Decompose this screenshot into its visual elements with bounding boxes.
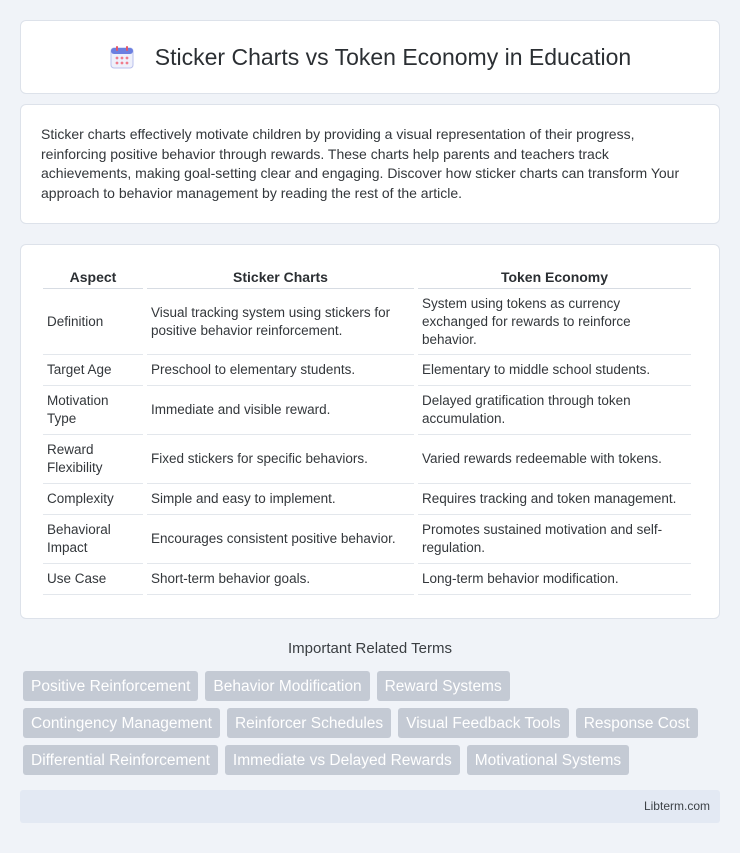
- comparison-table: [39, 265, 695, 595]
- table-cell: Definition: [43, 289, 143, 355]
- page-title: Sticker Charts vs Token Economy in Education: [154, 43, 632, 70]
- term-row: [23, 745, 723, 775]
- column-header: Aspect: [43, 265, 143, 289]
- table-cell: Elementary to middle school students.: [418, 355, 691, 386]
- column-header: Sticker Charts: [147, 265, 414, 289]
- table-cell: Fixed stickers for specific behaviors.: [147, 435, 414, 484]
- term-tag[interactable]: Differential Reinforcement: [23, 745, 218, 775]
- term-row: [23, 671, 723, 701]
- intro-text: Sticker charts effectively motivate children by providing a visual representation of their progress, reinforcing positive behavior through rewards. These charts help parents and teachers track achievements, making goal-setting clear and engaging. Discover how sticker charts can transform Your approach to behavior management by reading the rest of the article.: [41, 126, 680, 201]
- comparison-card: [20, 244, 720, 619]
- calendar-icon: [109, 44, 135, 70]
- table-row: [43, 484, 691, 515]
- table-cell: Encourages consistent positive behavior.: [147, 515, 414, 564]
- table-cell: Complexity: [43, 484, 143, 515]
- table-cell: Use Case: [43, 564, 143, 595]
- intro-card: [20, 104, 720, 224]
- table-cell: Simple and easy to implement.: [147, 484, 414, 515]
- footer-site-link[interactable]: Libterm.com: [643, 799, 710, 813]
- term-tag[interactable]: Behavior Modification: [205, 671, 369, 701]
- table-row: [43, 386, 691, 435]
- table-cell: Promotes sustained motivation and self-regulation.: [418, 515, 691, 564]
- term-tag[interactable]: Motivational Systems: [467, 745, 629, 775]
- title-card: [20, 20, 720, 94]
- term-tag[interactable]: Immediate vs Delayed Rewards: [225, 745, 460, 775]
- table-cell: Requires tracking and token management.: [418, 484, 691, 515]
- table-cell: Behavioral Impact: [43, 515, 143, 564]
- term-tag[interactable]: Response Cost: [576, 708, 698, 738]
- table-row: [43, 289, 691, 355]
- term-tag[interactable]: Visual Feedback Tools: [398, 708, 569, 738]
- term-tag[interactable]: Positive Reinforcement: [23, 671, 198, 701]
- term-row: [23, 708, 723, 738]
- table-header-row: [43, 265, 691, 289]
- table-cell: Varied rewards redeemable with tokens.: [418, 435, 691, 484]
- table-cell: Long-term behavior modification.: [418, 564, 691, 595]
- table-cell: Delayed gratification through token accumulation.: [418, 386, 691, 435]
- table-cell: Preschool to elementary students.: [147, 355, 414, 386]
- table-row: [43, 355, 691, 386]
- table-row: [43, 564, 691, 595]
- table-row: [43, 515, 691, 564]
- footer: [20, 790, 720, 823]
- table-cell: Visual tracking system using stickers for positive behavior reinforcement.: [147, 289, 414, 355]
- related-terms-title: Important Related Terms: [288, 640, 452, 657]
- table-cell: Reward Flexibility: [43, 435, 143, 484]
- column-header: Token Economy: [418, 265, 691, 289]
- term-tag[interactable]: Reinforcer Schedules: [227, 708, 391, 738]
- table-row: [43, 435, 691, 484]
- table-cell: Short-term behavior goals.: [147, 564, 414, 595]
- term-tag[interactable]: Contingency Management: [23, 708, 220, 738]
- term-tag[interactable]: Reward Systems: [377, 671, 510, 701]
- related-terms: [23, 671, 723, 782]
- table-cell: System using tokens as currency exchanged for rewards to reinforce behavior.: [418, 289, 691, 355]
- table-cell: Target Age: [43, 355, 143, 386]
- table-cell: Motivation Type: [43, 386, 143, 435]
- table-cell: Immediate and visible reward.: [147, 386, 414, 435]
